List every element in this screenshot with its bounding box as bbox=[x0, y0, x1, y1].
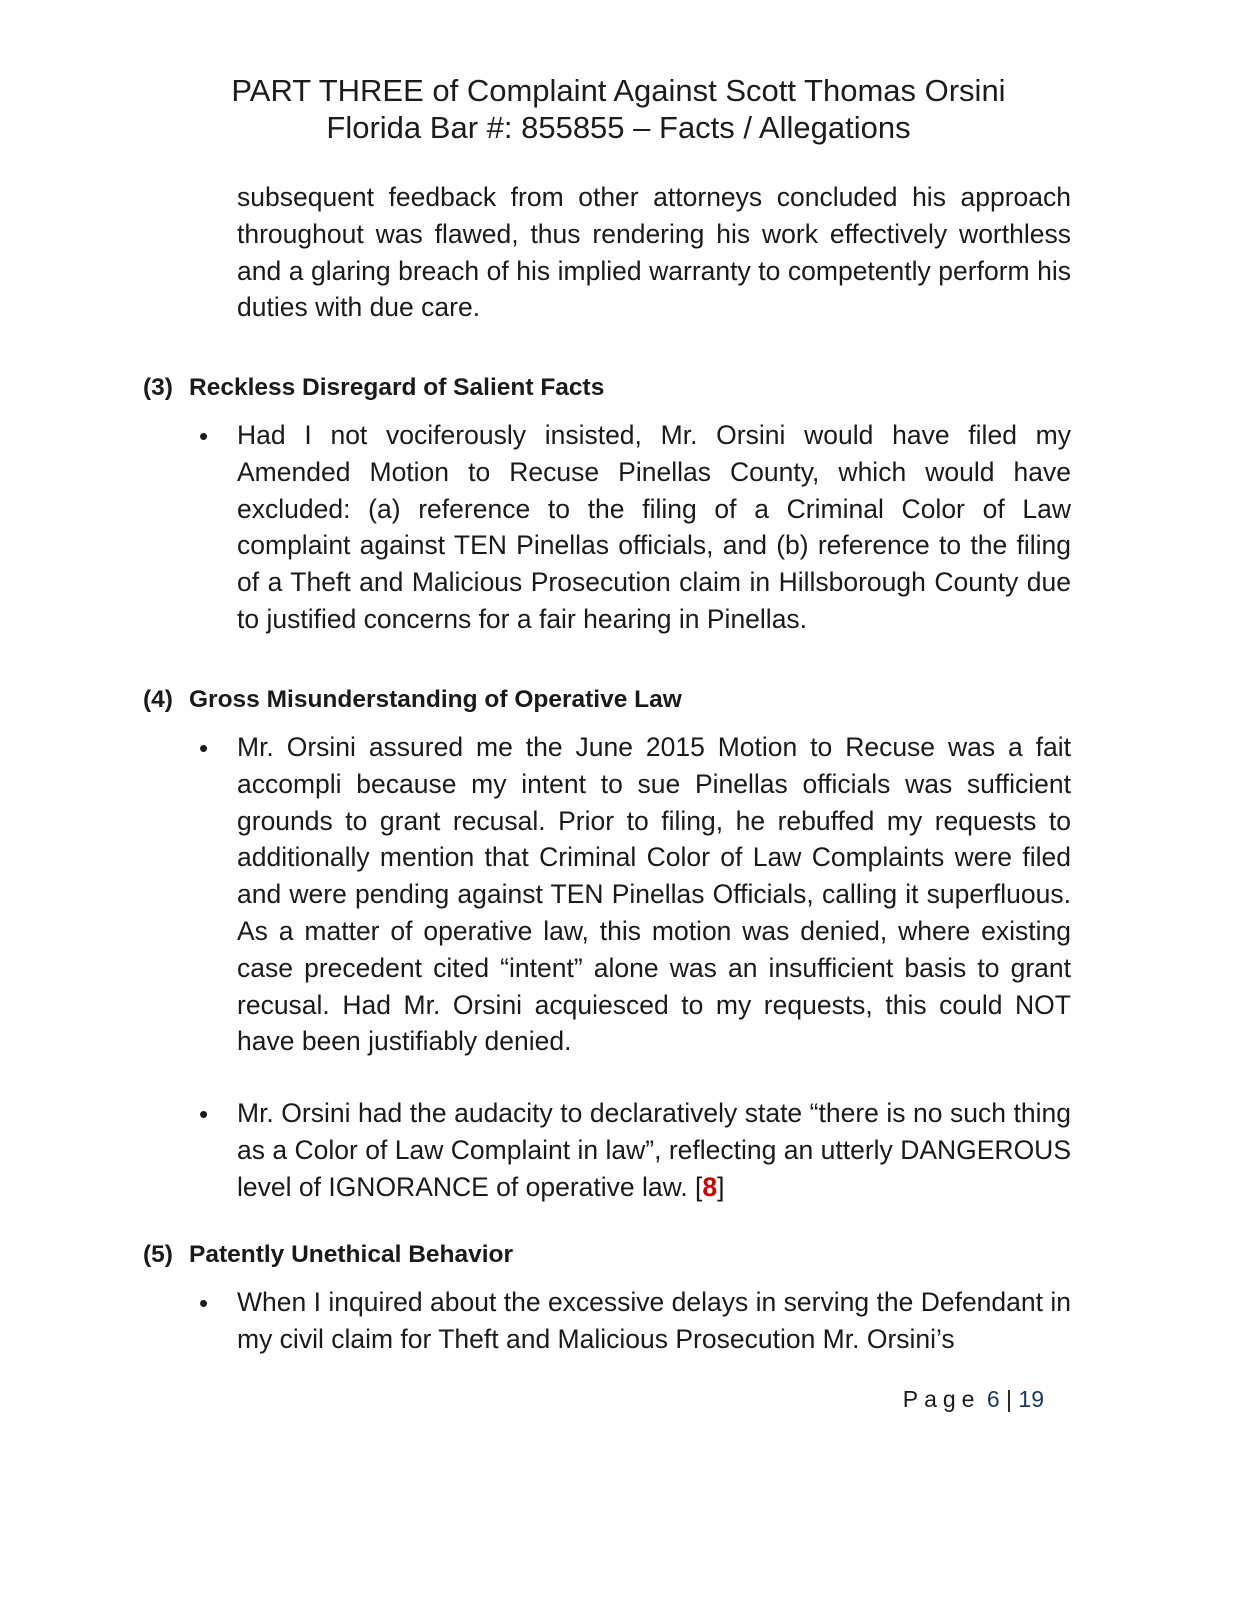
bullet-paragraph: Mr. Orsini assured me the June 2015 Motion to Recuse was a fait accompli because my intent to sue Pinellas officials was sufficient grounds to grant recusal. Prior to filing, he rebuffed my requests to additionally mention that Criminal Color of Law Complaints were filed and were pending against TEN Pinellas Officials, calling it superfluous. As a matter of operative law, this motion was denied, where existing case precedent cited “intent” alone was an insufficient basis to grant recusal. Had Mr. Orsini acquiesced to my requests, this could NOT have been justifiably denied. bbox=[237, 732, 1071, 1057]
section-heading-3 bbox=[143, 374, 604, 402]
page-footer bbox=[903, 1386, 1044, 1413]
page-label: Page bbox=[902, 1386, 981, 1412]
section-title: Patently Unethical Behavior bbox=[189, 1241, 514, 1268]
section-number: (4) bbox=[143, 686, 173, 713]
page-total: 19 bbox=[1018, 1386, 1044, 1412]
section-number: (3) bbox=[143, 374, 173, 401]
header-title-line1: PART THREE of Complaint Against Scott Thomas Orsini bbox=[231, 73, 1006, 108]
bullet-paragraph: Had I not vociferously insisted, Mr. Orsini would have filed my Amended Motion to Recuse Pinellas County, which would have excluded: (a) reference to the filing of a Criminal Color of Law complaint against TEN Pinellas officials, and (b) reference to the filing of a Theft and Malicious Prosecution claim in Hillsborough County due to justified concerns for a fair hearing in Pinellas. bbox=[237, 420, 1071, 634]
section-title: Reckless Disregard of Salient Facts bbox=[189, 374, 605, 401]
bullet-marker: • bbox=[199, 1099, 209, 1129]
bullet-marker: • bbox=[199, 1288, 209, 1318]
bullet-marker: • bbox=[199, 733, 209, 763]
header-title-line2: Florida Bar #: 855855 – Facts / Allegations bbox=[326, 110, 911, 145]
section-title: Gross Misunderstanding of Operative Law bbox=[189, 686, 682, 713]
bullet-text-end: ] bbox=[717, 1171, 725, 1202]
bullet-marker: • bbox=[199, 421, 209, 451]
page-header bbox=[0, 72, 1237, 146]
page-separator: | bbox=[1006, 1386, 1013, 1412]
bullet-text: Mr. Orsini had the audacity to declaratively state “there is no such thing as a Color of Law Complaint in law”, reflecting an utterly DANGEROUS level of IGNORANCE of operative law. [ bbox=[237, 1098, 1071, 1202]
bullet-paragraph bbox=[237, 1095, 1071, 1205]
bullet-paragraph: When I inquired about the excessive delays in serving the Defendant in my civil claim for Theft and Malicious Prosecution Mr. Orsini’s bbox=[237, 1287, 1071, 1354]
reference-link[interactable]: 8 bbox=[702, 1171, 718, 1202]
page-current: 6 bbox=[986, 1386, 1000, 1412]
section-number: (5) bbox=[143, 1241, 173, 1268]
section-heading-5 bbox=[143, 1241, 513, 1269]
continuation-paragraph: subsequent feedback from other attorneys concluded his approach throughout was flawed, thus rendering his work effectively worthless and a glaring breach of his implied warranty to competently perform his duties with due care. bbox=[237, 182, 1071, 323]
section-heading-4 bbox=[143, 686, 682, 714]
